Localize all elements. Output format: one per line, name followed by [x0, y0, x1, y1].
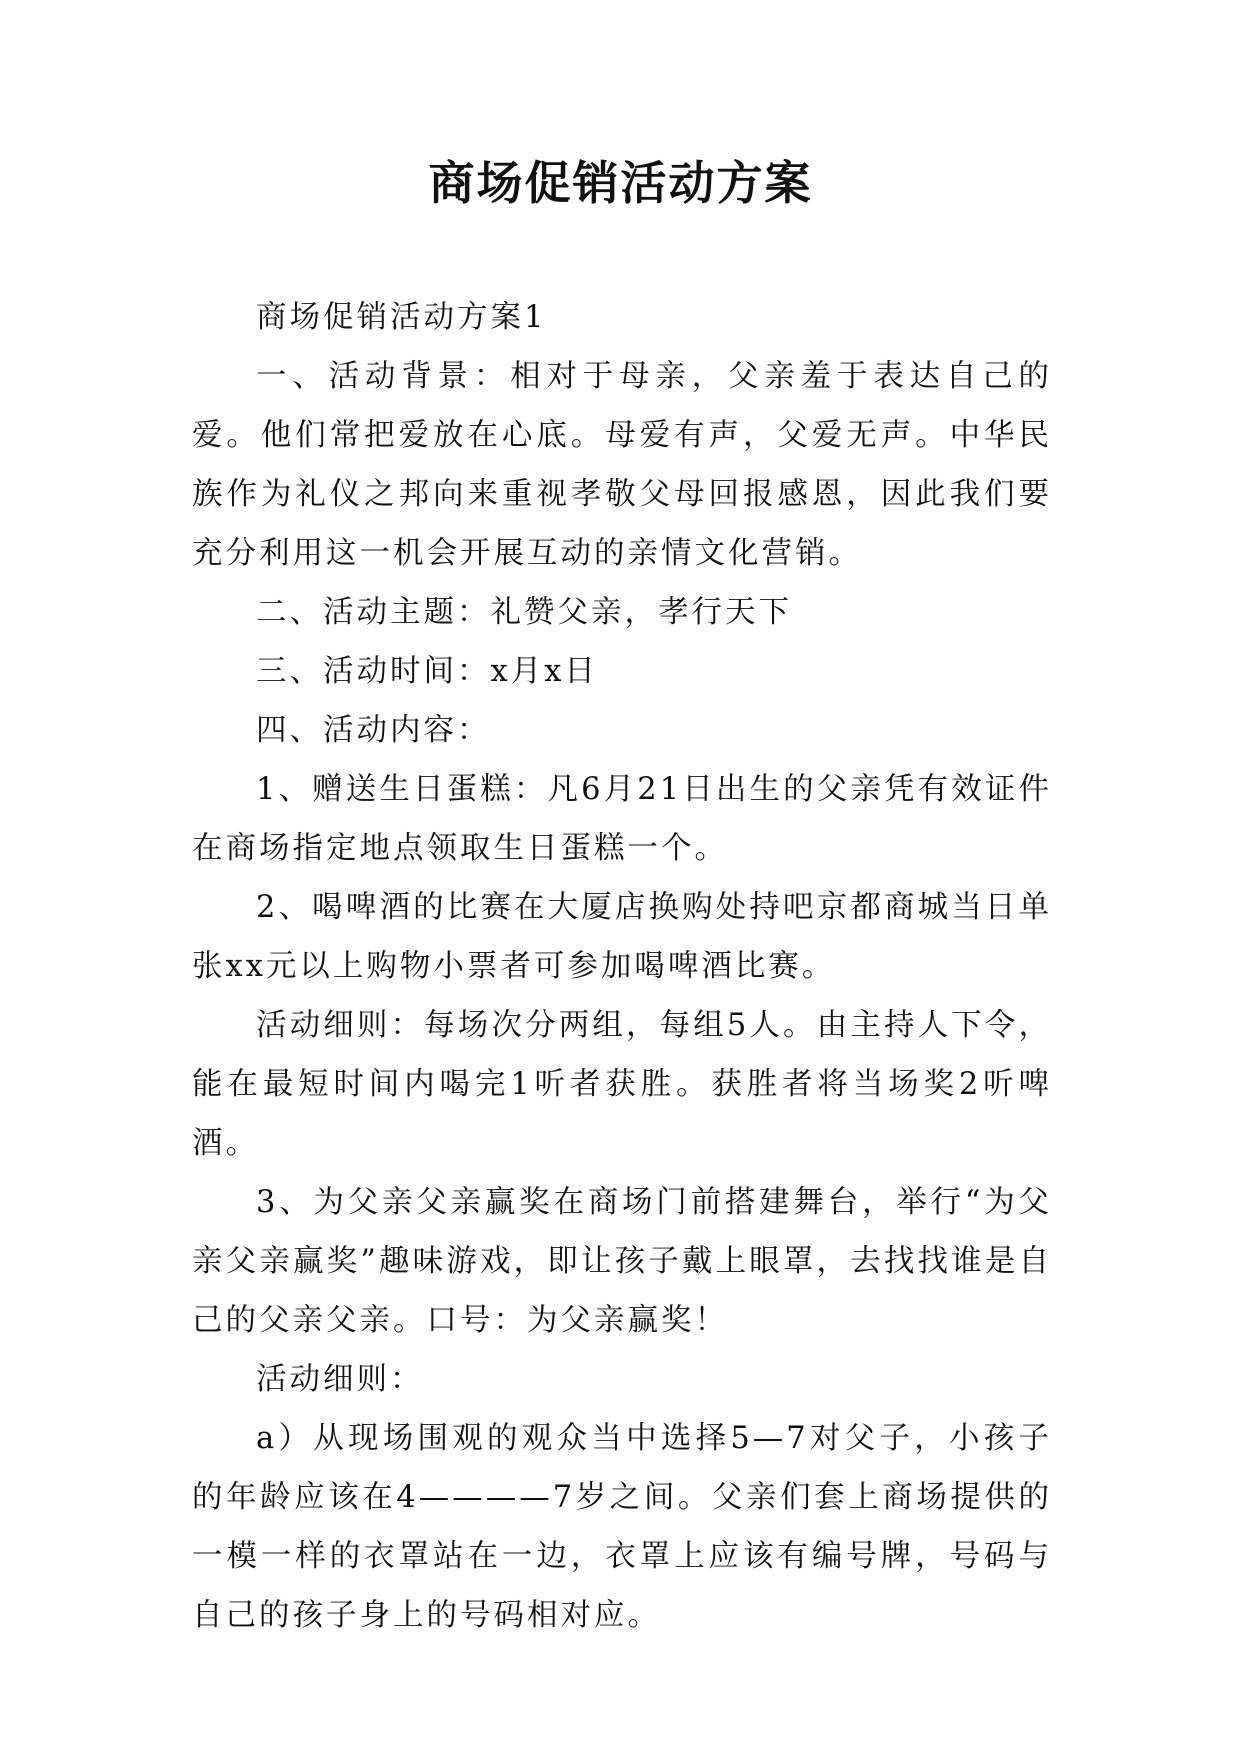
paragraph-content-heading: 四、活动内容：	[256, 713, 491, 748]
paragraph-rule-a: a）从现场围观的观众当中选择5—7对父子，小孩子的年龄应该在4————7岁之间。父亲们套上商场提供的一模一样的衣罩站在一边，衣罩上应该有编号牌，号码与自己的孩子身上的号码相对应。	[192, 1421, 1052, 1633]
paragraph-background: 一、活动背景：相对于母亲，父亲羞于表达自己的爱。他们常把爱放在心底。母爱有声，父爱无声。中华民族作为礼仪之邦向来重视孝敬父母回报感恩，因此我们要充分利用这一机会开展互动的亲情文化营销。	[192, 359, 1052, 571]
paragraph-time: 三、活动时间：x月x日	[256, 654, 598, 689]
paragraph-item-1: 1、赠送生日蛋糕：凡6月21日出生的父亲凭有效证件在商场指定地点领取生日蛋糕一个。	[192, 772, 1052, 866]
paragraph-rules-heading: 活动细则：	[256, 1362, 424, 1397]
document-body	[192, 288, 1052, 1645]
document-title: 商场促销活动方案	[428, 156, 813, 210]
paragraph-item-2: 2、喝啤酒的比赛在大厦店换购处持吧京都商城当日单张xx元以上购物小票者可参加喝啤酒比赛。	[192, 890, 1052, 984]
paragraph-item-3: 3、为父亲父亲赢奖在商场门前搭建舞台，举行“为父亲父亲赢奖”趣味游戏，即让孩子戴上眼罩，去找找谁是自己的父亲父亲。口号：为父亲赢奖！	[192, 1185, 1052, 1338]
paragraph-theme: 二、活动主题：礼赞父亲，孝行天下	[256, 595, 792, 630]
paragraph-rules-1: 活动细则：每场次分两组，每组5人。由主持人下令，能在最短时间内喝完1听者获胜。获胜者将当场奖2听啤酒。	[192, 1008, 1052, 1161]
paragraph-heading: 商场促销活动方案1	[256, 300, 547, 335]
